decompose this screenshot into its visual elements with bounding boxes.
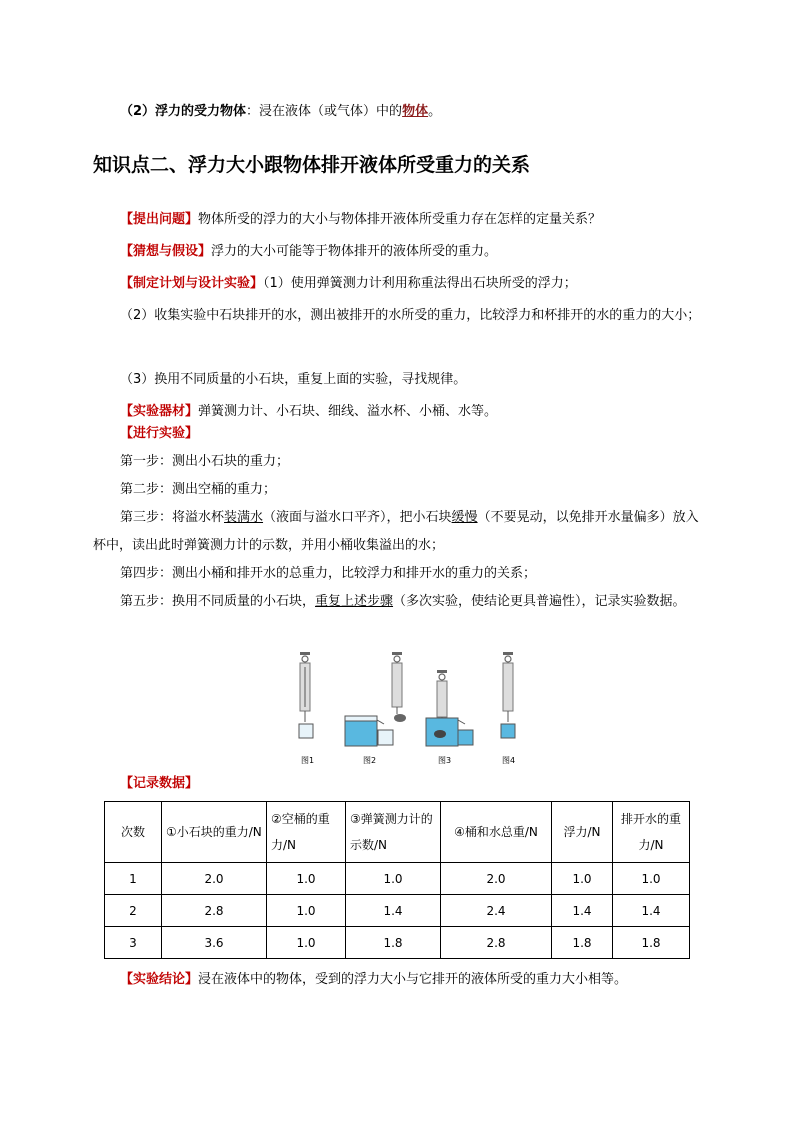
table-row (105, 927, 690, 959)
item2-label: （2）浮力的受力物体 (120, 104, 247, 119)
figure-label-4: 图4 (502, 756, 516, 765)
table-cell: 1.8 (346, 927, 441, 959)
question-line (120, 204, 732, 236)
record-line (120, 768, 732, 800)
table-cell: 1.4 (552, 895, 613, 927)
table-row (105, 895, 690, 927)
table-row (105, 863, 690, 895)
table-header: ③弹簧测力计的示数/N (346, 802, 441, 863)
table-cell: 1.8 (613, 927, 690, 959)
table-cell: 2.0 (162, 863, 267, 895)
step5-c: （多次实验，使结论更具普遍性），记录实验数据。 (393, 594, 686, 609)
table-cell: 1.0 (552, 863, 613, 895)
figure-label-2: 图2 (363, 756, 377, 765)
table-cell: 1 (105, 863, 162, 895)
table-cell: 3 (105, 927, 162, 959)
table-cell: 1.4 (613, 895, 690, 927)
table-cell: 1.0 (267, 895, 346, 927)
figure1-scale-icon (299, 652, 313, 738)
step3-a: 第三步：将溢水杯 (120, 510, 225, 525)
record-tag: 【记录数据】 (120, 776, 199, 791)
plan-tag: 【制定计划与设计实验】 (120, 276, 264, 291)
figure3-submerged-stone-icon (426, 670, 473, 746)
data-table (104, 801, 690, 959)
table-cell: 1.8 (552, 927, 613, 959)
table-header: 浮力/N (552, 802, 613, 863)
item2-object: 物体 (402, 104, 429, 119)
table-cell: 1.0 (346, 863, 441, 895)
buoyancy-receiver-line (120, 96, 732, 128)
equipment-text: 弹簧测力计、小石块、细线、溢水杯、小桶、水等。 (198, 404, 498, 419)
conclusion-line (120, 964, 732, 996)
plan-line (120, 268, 732, 300)
question-text: 物体所受的浮力的大小与物体排开液体所受重力存在怎样的定量关系？ (198, 212, 602, 227)
table-cell: 2 (105, 895, 162, 927)
conclusion-tag: 【实验结论】 (120, 972, 199, 987)
figure2-overflow-cup-icon (345, 652, 406, 746)
table-cell: 2.4 (441, 895, 552, 927)
equipment-tag: 【实验器材】 (120, 404, 199, 419)
item2-end: 。 (428, 104, 442, 119)
table-header: ②空桶的重力/N (267, 802, 346, 863)
item2-text: ：浸在液体（或气体）中的 (246, 104, 403, 119)
procedure-step1: 第一步：测出小石块的重力； (120, 454, 290, 469)
hypothesis-line (120, 236, 732, 268)
step3-c: （液面与溢水口平齐），把小石块 (263, 510, 452, 525)
table-header: ①小石块的重力/N (162, 802, 267, 863)
table-header: ④桶和水总重/N (441, 802, 552, 863)
table-header-row (105, 802, 690, 863)
hypothesis-tag: 【猜想与假设】 (120, 244, 212, 259)
table-cell: 3.6 (162, 927, 267, 959)
procedure-tag-line (120, 420, 732, 448)
procedure-tag: 【进行实验】 (120, 426, 199, 441)
step3-e: （不要晃动，以免排开水量偏多）放入杯中，读出此时弹簧测力计的示数，并用小桶收集溢出的水； (93, 510, 699, 553)
step3-d: 缓慢 (451, 510, 478, 525)
question-tag: 【提出问题】 (120, 212, 199, 227)
table-header: 次数 (105, 802, 162, 863)
hypothesis-text: 浮力的大小可能等于物体排开的液体所受的重力。 (211, 244, 498, 259)
experiment-figure (290, 650, 530, 770)
table-cell: 2.0 (441, 863, 552, 895)
procedure-step2: 第二步：测出空桶的重力； (120, 482, 277, 497)
section-heading: 知识点二、浮力大小跟物体排开液体所受重力的关系 (93, 154, 531, 176)
table-cell: 2.8 (162, 895, 267, 927)
step5-b: 重复上述步骤 (315, 594, 394, 609)
table-cell: 2.8 (441, 927, 552, 959)
figure-label-3: 图3 (438, 756, 452, 765)
plan-step3: （3）换用不同质量的小石块，重复上面的实验，寻找规律。 (120, 372, 467, 387)
figure-label-1: 图1 (301, 756, 315, 765)
table-cell: 1.4 (346, 895, 441, 927)
figure4-bucket-weigh-icon (501, 652, 515, 738)
table-cell: 1.0 (613, 863, 690, 895)
plan-step1: （1）使用弹簧测力计利用称重法得出石块所受的浮力； (263, 276, 577, 291)
table-cell: 1.0 (267, 863, 346, 895)
step3-b: 装满水 (224, 510, 264, 525)
step5-a: 第五步：换用不同质量的小石块， (120, 594, 316, 609)
table-header: 排开水的重力/N (613, 802, 690, 863)
procedure-step3 (93, 504, 705, 560)
procedure-step4: 第四步：测出小桶和排开水的总重力，比较浮力和排开水的重力的关系； (120, 566, 537, 581)
plan-step2: （2）收集实验中石块排开的水，测出被排开的水所受的重力，比较浮力和杯排开的水的重力的大小； (120, 308, 701, 323)
procedure-step5 (93, 588, 705, 616)
table-cell: 1.0 (267, 927, 346, 959)
conclusion-text: 浸在液体中的物体，受到的浮力大小与它排开的液体所受的重力大小相等。 (198, 972, 628, 987)
